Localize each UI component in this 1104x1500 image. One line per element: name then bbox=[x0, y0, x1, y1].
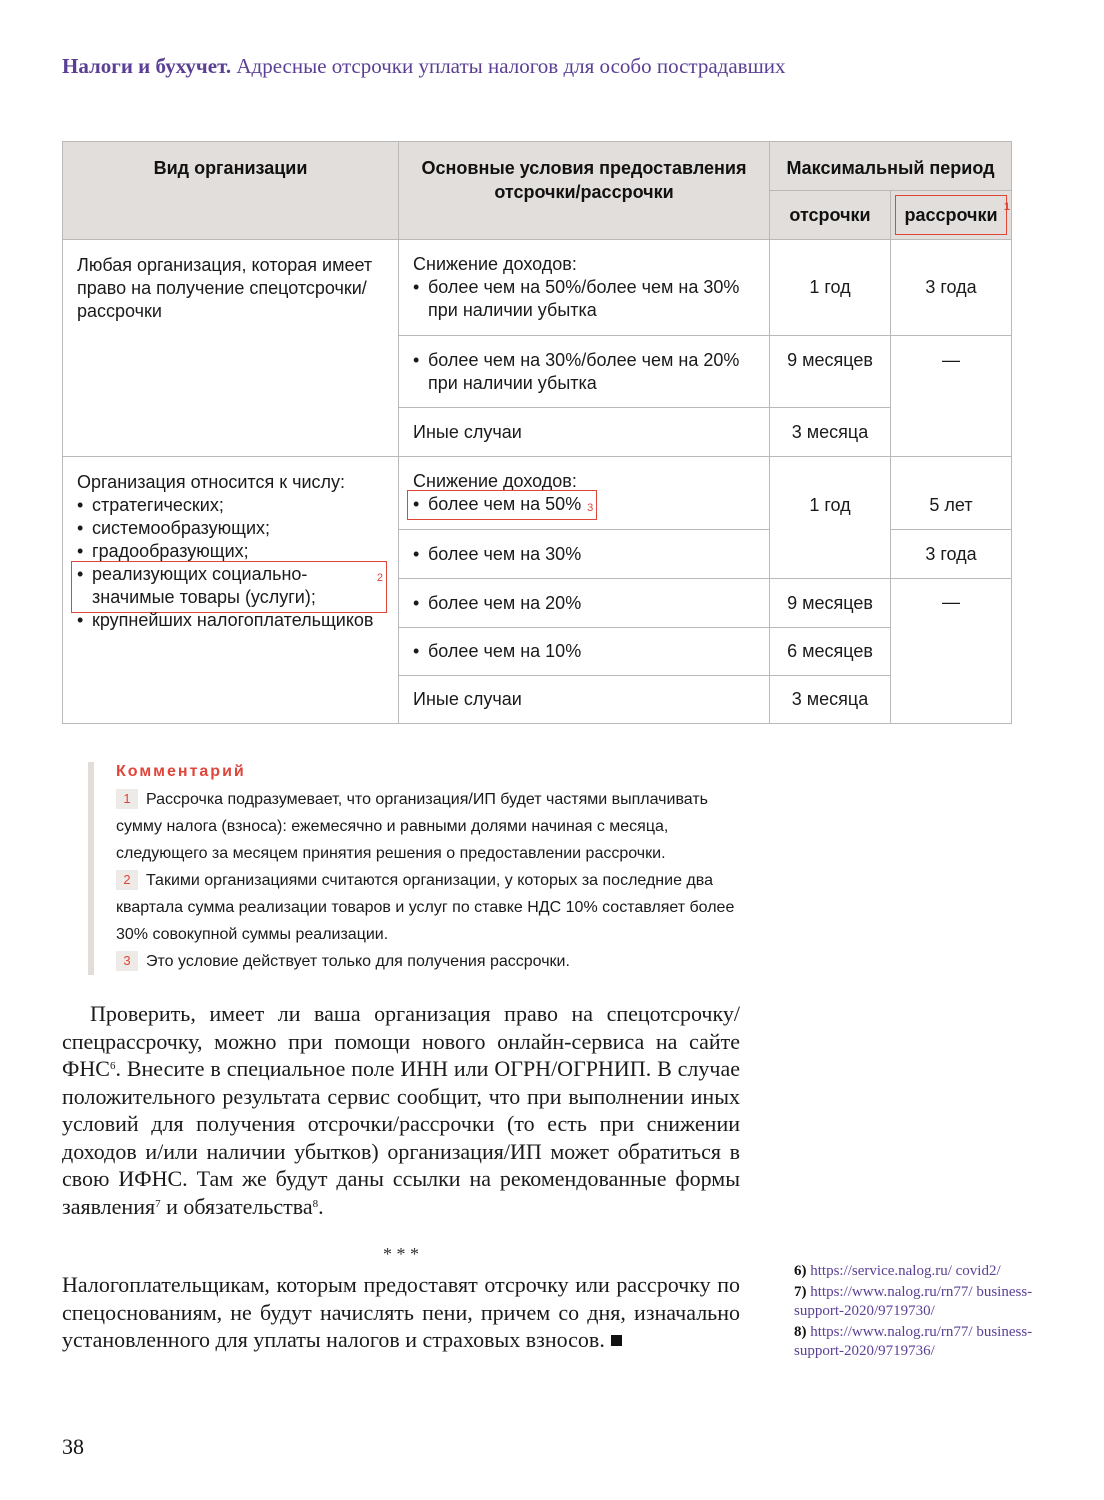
condition-item-label: более чем на 50% bbox=[428, 494, 582, 514]
section-separator: * * * bbox=[383, 1244, 419, 1264]
footnote bbox=[794, 1283, 1034, 1321]
deferral-cell: 1 год bbox=[770, 240, 891, 336]
deferral-cell: 3 месяца bbox=[770, 408, 891, 457]
condition-item-highlighted bbox=[413, 493, 594, 516]
condition-cell bbox=[399, 530, 770, 579]
condition-item: • более чем на 20% bbox=[413, 592, 755, 615]
comment-title: Комментарий bbox=[116, 763, 246, 780]
footnote bbox=[794, 1262, 1034, 1281]
text-span: . bbox=[318, 1193, 324, 1219]
deferral-table bbox=[62, 141, 1012, 724]
header-installment-label: рассрочки bbox=[904, 205, 998, 225]
footnote-ref[interactable]: 7 bbox=[155, 1197, 161, 1210]
text-span: Налогоплательщикам, которым предоставят отсрочку или рассрочку по спецоснованиям, не будут начислять пени, причем со дня, изначально установленного для уплаты налогов и страховых взносов. bbox=[62, 1272, 740, 1352]
highlight-box bbox=[71, 561, 387, 613]
org-item-label: реализующих социально-значимые товары (услуги); bbox=[92, 564, 316, 607]
org-item: • системообразующих; bbox=[77, 517, 384, 540]
comment-box bbox=[88, 762, 748, 975]
table-row bbox=[63, 457, 1012, 530]
note-text: Рассрочка подразумевает, что организация/ИП будет частями выплачивать сумму налога (взноса): ежемесячно и равными долями начиная с месяца, следующего за месяцем принятия решения о предоставлении рассрочки. bbox=[116, 791, 708, 862]
condition-item: • более чем на 30% bbox=[413, 543, 755, 566]
condition-cell bbox=[399, 240, 770, 336]
org-intro: Организация относится к числу: bbox=[77, 472, 346, 492]
note-text: Такими организациями считаются организации, у которых за последние два квартала сумма реализации товаров и услуг по ставке НДС 10% составляет более 30% совокупной суммы реализации. bbox=[116, 872, 735, 943]
org-type-cell: Любая организация, которая имеет право на получение спецотсрочки/ рассрочки bbox=[63, 240, 399, 457]
deferral-cell: 9 месяцев bbox=[770, 336, 891, 408]
footnote-ref[interactable]: 1 bbox=[1003, 201, 1011, 213]
running-head bbox=[62, 54, 786, 79]
header-deferral: отсрочки bbox=[770, 191, 891, 240]
article-title: Адресные отсрочки уплаты налогов для особо пострадавших bbox=[236, 54, 786, 78]
end-of-article-icon bbox=[611, 1335, 622, 1346]
deferral-cell: 3 месяца bbox=[770, 676, 891, 724]
footnote-link[interactable]: https://service.nalog.ru/ covid2/ bbox=[810, 1263, 1001, 1279]
footnote-number: 6) bbox=[794, 1263, 807, 1279]
header-max-period: Максимальный период bbox=[770, 142, 1012, 191]
footnote-ref[interactable]: 3 bbox=[587, 502, 594, 514]
footnote-number: 7) bbox=[794, 1284, 807, 1300]
installment-cell: — bbox=[891, 336, 1012, 457]
footnote-link[interactable]: https://www.nalog.ru/rn77/ business-support-2020/9719730/ bbox=[794, 1284, 1033, 1319]
header-org-type: Вид организации bbox=[63, 142, 399, 240]
body-paragraph bbox=[62, 1271, 740, 1354]
condition-cell bbox=[399, 579, 770, 628]
installment-cell: — bbox=[891, 579, 1012, 724]
condition-cell bbox=[399, 628, 770, 676]
highlight-box bbox=[407, 490, 597, 520]
text-span: Проверить, имеет ли ваша организация право на спецотсрочку/ спецрассрочку, можно при помощи нового онлайн-сервиса на сайте ФНС bbox=[62, 1001, 740, 1081]
condition-cell: Иные случаи bbox=[399, 408, 770, 457]
note-number: 3 bbox=[116, 951, 138, 971]
note-number: 2 bbox=[116, 870, 138, 890]
footnotes bbox=[794, 1262, 1034, 1363]
note-number: 1 bbox=[116, 789, 138, 809]
comment-note bbox=[116, 867, 748, 948]
condition-item: • более чем на 30%/более чем на 20% при наличии убытка bbox=[413, 349, 755, 395]
org-item: • градообразующих; bbox=[77, 540, 384, 563]
header-installment bbox=[891, 191, 1012, 240]
condition-intro: Снижение доходов: bbox=[413, 254, 577, 274]
condition-cell bbox=[399, 336, 770, 408]
installment-cell: 3 года bbox=[891, 530, 1012, 579]
text-span: . Внесите в специальное поле ИНН или ОГРН/ОГРНИП. В случае положительного результата сервис сообщит, что при выполнении иных условий для получения отсрочки/рассрочки (то есть при снижении доходов и/или наличии убытков) организация/ИП может обратиться в свою ИФНС. Там же будут даны ссылки на рекомендованные формы заявления bbox=[62, 1056, 740, 1219]
condition-cell: Иные случаи bbox=[399, 676, 770, 724]
org-item: • стратегических; bbox=[77, 494, 384, 517]
org-item-highlighted bbox=[77, 563, 383, 609]
footnote-ref[interactable]: 2 bbox=[376, 572, 383, 584]
condition-item: • более чем на 10% bbox=[413, 640, 755, 663]
org-type-cell bbox=[63, 457, 399, 724]
installment-cell: 5 лет bbox=[891, 457, 1012, 530]
footnote-number: 8) bbox=[794, 1324, 807, 1340]
comment-note bbox=[116, 786, 748, 867]
header-conditions: Основные условия предоставления отсрочки/рассрочки bbox=[399, 142, 770, 240]
highlight-box bbox=[895, 195, 1007, 235]
footnote-link[interactable]: https://www.nalog.ru/rn77/ business-support-2020/9719736/ bbox=[794, 1324, 1033, 1359]
footnote-ref[interactable]: 6 bbox=[109, 1060, 116, 1072]
condition-intro: Снижение доходов: bbox=[413, 471, 577, 491]
text-span: и обязательства bbox=[160, 1193, 313, 1219]
org-item: • крупнейших налогоплательщиков bbox=[77, 609, 384, 632]
installment-cell: 3 года bbox=[891, 240, 1012, 336]
comment-note bbox=[116, 948, 748, 975]
condition-cell bbox=[399, 457, 770, 530]
footnote bbox=[794, 1323, 1034, 1361]
body-paragraph bbox=[62, 1000, 740, 1220]
page-number: 38 bbox=[62, 1434, 84, 1459]
deferral-cell: 1 год bbox=[770, 457, 891, 579]
condition-item: • более чем на 50%/более чем на 30% при наличии убытка bbox=[413, 276, 755, 322]
footnote-ref[interactable]: 8 bbox=[312, 1197, 319, 1210]
table-row bbox=[63, 240, 1012, 336]
deferral-cell: 9 месяцев bbox=[770, 579, 891, 628]
section-name: Налоги и бухучет. bbox=[62, 54, 232, 78]
deferral-cell: 6 месяцев bbox=[770, 628, 891, 676]
note-text: Это условие действует только для получения рассрочки. bbox=[146, 953, 570, 970]
